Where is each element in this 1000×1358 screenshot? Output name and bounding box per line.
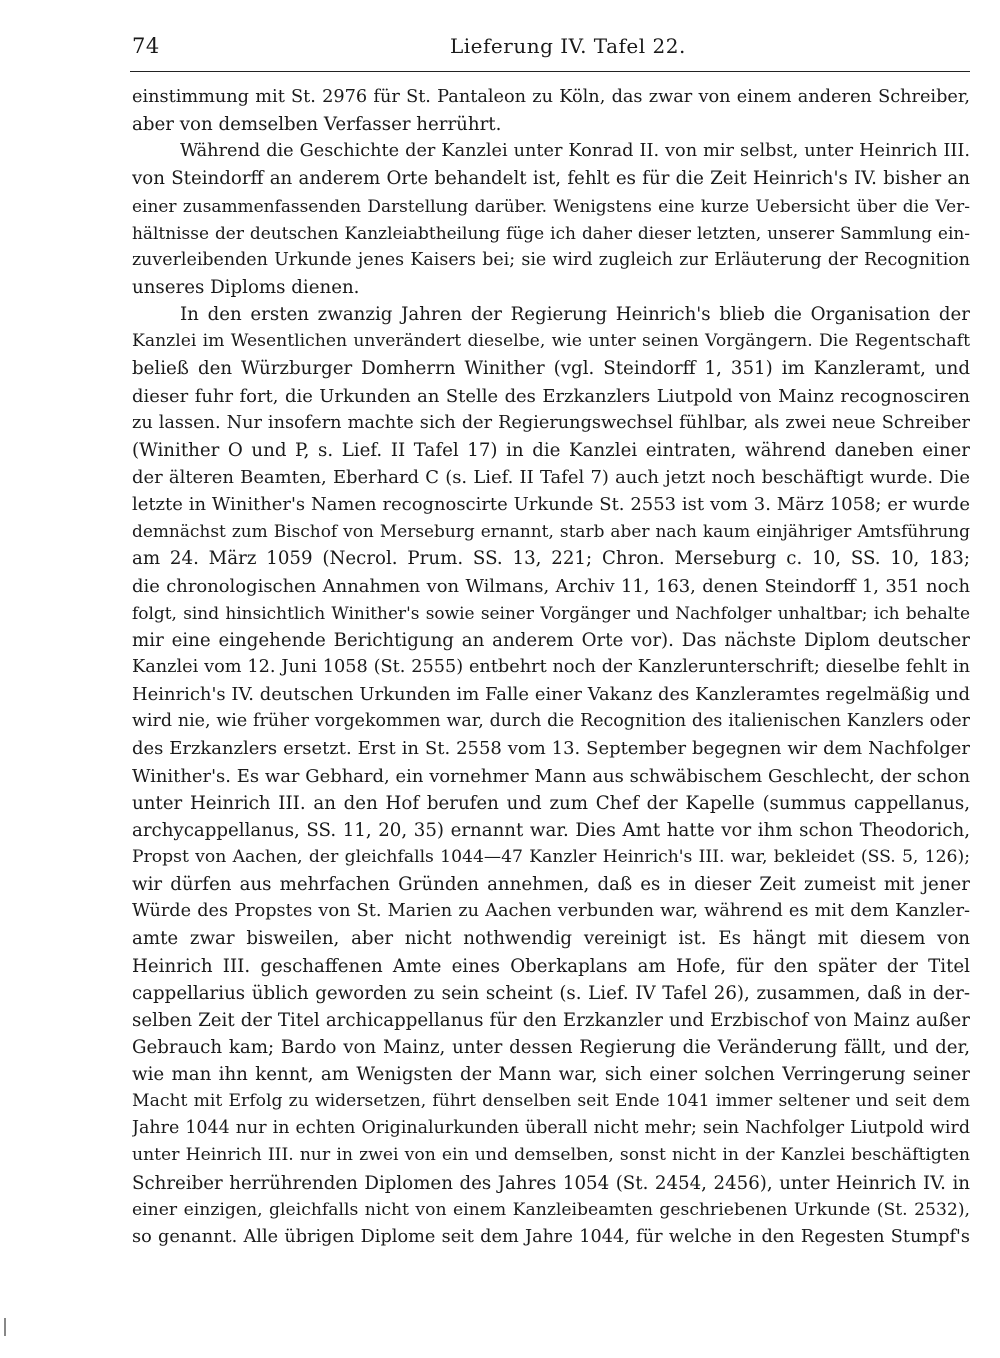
header-rule	[130, 71, 970, 72]
text-line: zu lassen. Nur insofern machte sich der Regierungswechsel fühlbar, als zwei neue Schreiber	[132, 412, 970, 433]
text-line: wird nie, wie früher vorgekommen war, durch die Recognition des italienischen Kanzlers oder	[132, 711, 970, 732]
text-line: zuverleibenden Urkunde jenes Kaisers bei; sie wird zugleich zur Erläuterung der Recognition	[132, 249, 970, 270]
text-line: Kanzlei im Wesentlichen unverändert dieselbe, wie unter seinen Vorgängern. Die Regentschaft	[132, 331, 970, 352]
text-line: von Steindorff an anderem Orte behandelt ist, fehlt es für die Zeit Heinrich's IV. bisher an	[132, 168, 970, 190]
text-line: unter Heinrich III. an den Hof berufen und zum Chef der Kapelle (summus cappellanus,	[132, 792, 970, 814]
text-line: selben Zeit der Titel archicappellanus für den Erzkanzler und Erzbischof von Mainz außer	[132, 1009, 970, 1031]
text-line: folgt, sind hinsichtlich Winither's sowie seiner Vorgänger und Nachfolger unhaltbar; ich behalte	[132, 602, 970, 623]
text-line: aber von demselben Verfasser herrührt.	[132, 114, 502, 136]
text-line: cappellarius üblich geworden zu sein scheint (s. Lief. IV Tafel 26), zusammen, daß in der-	[132, 982, 970, 1004]
text-line: (Winither O und P, s. Lief. II Tafel 17) in die Kanzlei eintraten, während daneben einer	[132, 439, 970, 461]
text-line: wir dürfen aus mehrfachen Gründen annehmen, daß es in dieser Zeit zumeist mit jener	[132, 874, 970, 896]
text-line: amte zwar bisweilen, aber nicht nothwendig vereinigt ist. Es hängt mit diesem von	[132, 928, 970, 950]
text-line: Jahre 1044 nur in echten Originalurkunden überall nicht mehr; sein Nachfolger Liutpold wird	[132, 1118, 970, 1139]
text-line: Macht mit Erfolg zu widersetzen, führt denselben seit Ende 1041 immer seltener und seit dem	[132, 1091, 970, 1112]
text-line: Gebrauch kam; Bardo von Mainz, unter dessen Regierung die Veränderung fällt, und der,	[132, 1036, 970, 1058]
paragraph-first-line: Während die Geschichte der Kanzlei unter Konrad II. von mir selbst, unter Heinrich III.	[180, 141, 970, 162]
text-line: Würde des Propstes von St. Marien zu Aachen verbunden war, während es mit dem Kanzler-	[132, 901, 970, 922]
text-line: des Erzkanzlers ersetzt. Erst in St. 2558 vom 13. September begegnen wir dem Nachfolger	[132, 738, 970, 760]
text-line: Schreiber herrührenden Diplomen des Jahres 1054 (St. 2454, 2456), unter Heinrich IV. in	[132, 1172, 970, 1194]
text-line: hältnisse der deutschen Kanzleiabtheilung füge ich daher dieser letzten, unserer Sammlung ein-	[132, 222, 970, 243]
text-line: Kanzlei vom 12. Juni 1058 (St. 2555) entbehrt noch der Kanzlerunterschrift; dieselbe fehlt in	[132, 656, 970, 677]
page-header	[132, 32, 970, 62]
paragraph-first-line: In den ersten zwanzig Jahren der Regierung Heinrich's blieb die Organisation der	[180, 304, 970, 326]
text-line: einer einzigen, gleichfalls nicht von einem Kanzleibeamten geschriebenen Urkunde (St. 2532),	[132, 1199, 970, 1220]
text-line: Winither's. Es war Gebhard, ein vornehmer Mann aus schwäbischem Geschlecht, der schon	[132, 765, 970, 787]
page-number: 74	[132, 34, 160, 58]
text-line: unseres Diploms dienen.	[132, 276, 360, 298]
text-line: dieser fuhr fort, die Urkunden an Stelle des Erzkanzlers Liutpold von Mainz recognosciren	[132, 385, 970, 407]
text-line: demnächst zum Bischof von Merseburg ernannt, starb aber nach kaum einjähriger Amtsführung	[132, 521, 970, 542]
text-line: die chronologischen Annahmen von Wilmans, Archiv 11, 163, denen Steindorff 1, 351 noch	[132, 575, 970, 597]
scan-edge-mark	[4, 1318, 6, 1336]
text-line: der älteren Beamten, Eberhard C (s. Lief. II Tafel 7) auch jetzt noch beschäftigt wurde. Die	[132, 466, 970, 488]
text-line: Propst von Aachen, der gleichfalls 1044—47 Kanzler Heinrich's III. war, bekleidet (SS. 5, 126);	[132, 846, 970, 867]
text-line: Heinrich's IV. deutschen Urkunden im Falle einer Vakanz des Kanzleramtes regelmäßig und	[132, 684, 970, 706]
text-line: mir eine eingehende Berichtigung an anderem Orte vor). Das nächste Diplom deutscher	[132, 629, 970, 651]
text-line: letzte in Winither's Namen recognoscirte Urkunde St. 2553 ist vom 3. März 1058; er wurde	[132, 494, 970, 516]
text-line: beließ den Würzburger Domherrn Winither (vgl. Steindorff 1, 351) im Kanzleramt, und	[132, 358, 970, 380]
text-line: unter Heinrich III. nur in zwei von ein und demselben, sonst nicht in der Kanzlei beschäftigten	[132, 1145, 970, 1166]
text-line: Heinrich III. geschaffenen Amte eines Oberkaplans am Hofe, für den später der Titel	[132, 955, 970, 977]
running-title: Lieferung IV. Tafel 22.	[450, 34, 686, 58]
text-line: so genannt. Alle übrigen Diplome seit dem Jahre 1044, für welche in den Regesten Stumpf's	[132, 1226, 970, 1247]
text-line: archycappellanus, SS. 11, 20, 35) ernannt war. Dies Amt hatte vor ihm schon Theodorich,	[132, 819, 970, 841]
text-line: am 24. März 1059 (Necrol. Prum. SS. 13, 221; Chron. Merseburg c. 10, SS. 10, 183;	[132, 548, 970, 570]
text-line: einer zusammenfassenden Darstellung darüber. Wenigstens eine kurze Uebersicht über die Ver-	[132, 195, 970, 216]
body-text	[132, 84, 970, 1251]
text-line: einstimmung mit St. 2976 für St. Pantaleon zu Köln, das zwar von einem anderen Schreiber,	[132, 87, 970, 107]
text-line: wie man ihn kennt, am Wenigsten der Mann war, sich einer solchen Verringerung seiner	[132, 1064, 970, 1086]
